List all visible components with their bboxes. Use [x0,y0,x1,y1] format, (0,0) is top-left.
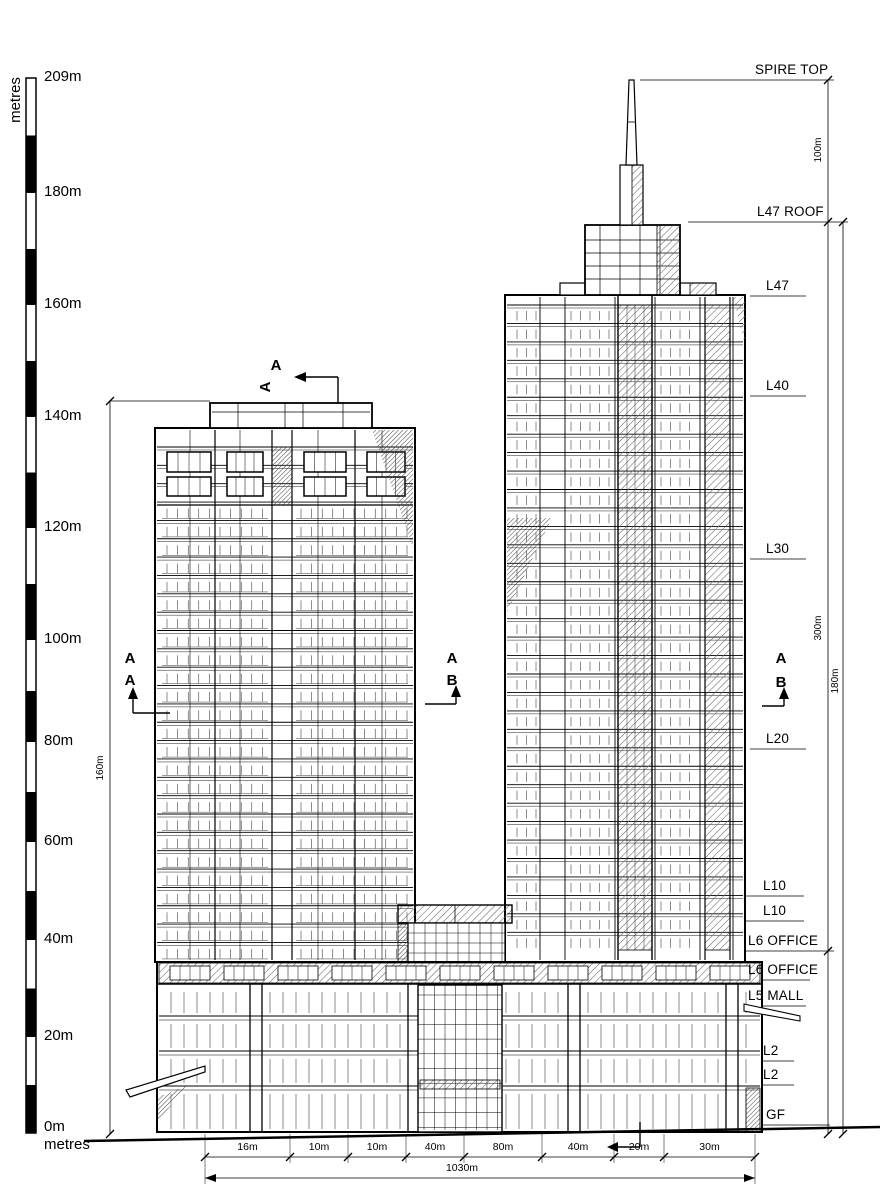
dim-bottom-segment: 20m [628,1141,650,1153]
dim-bottom-segment: 30m [699,1141,720,1153]
level-label: L47 ROOF [757,204,824,219]
section-marker-letter: A [446,650,458,668]
scale-zero-label: 0m [44,1118,65,1135]
dim-tower-body-height: 180m [829,668,841,694]
scale-tick-label: 20m [44,1027,74,1044]
dim-left-tower-height: 160m [94,755,106,781]
level-label: L30 [766,541,790,556]
level-label: L20 [766,731,790,746]
level-label: L5 MALL [748,988,804,1003]
dim-tower-total-height: 300m [812,615,824,641]
level-label: L10 [763,903,787,918]
scale-tick-label: 80m [44,732,74,749]
section-marker-letter: A [270,357,282,375]
scale-tick-label: 120m [44,518,82,535]
scale-unit-label: metres [44,1136,90,1153]
dim-bottom-segment: 10m [366,1141,388,1153]
level-label: L2 [763,1067,779,1082]
level-label: L6 OFFICE [748,933,819,948]
section-marker-letter: A [257,381,275,393]
level-label: L6 OFFICE [748,962,819,977]
scale-tick-label: 60m [44,832,74,849]
scale-tick-label: 209m [44,68,82,85]
section-marker-letter: A [775,650,787,668]
section-marker-letter: A [124,672,136,690]
level-label: L40 [766,378,790,393]
dim-bottom-segment: 16m [237,1141,258,1153]
dim-bottom-segment: 40m [424,1141,446,1153]
scale-tick-label: 40m [44,930,74,947]
dim-bottom-segment: 10m [308,1141,330,1153]
scale-tick-label: 140m [44,407,82,424]
dim-bottom-segment: 80m [492,1141,514,1153]
scale-axis-title: metres [7,77,25,123]
dim-spire-height: 100m [812,137,824,163]
section-marker-letter: B [775,674,787,692]
dim-bottom-total: 1030m [445,1162,479,1174]
scale-tick-label: 100m [44,630,82,647]
section-marker-letter: B [446,672,458,690]
level-label: GF [766,1107,786,1122]
level-label: SPIRE TOP [755,62,829,77]
section-marker-letter: A [124,650,136,668]
level-label: L2 [763,1043,779,1058]
scale-tick-label: 180m [44,183,82,200]
level-label: L47 [766,278,790,293]
level-label: L10 [763,878,787,893]
dim-bottom-segment: 40m [567,1141,589,1153]
scale-tick-label: 160m [44,295,82,312]
